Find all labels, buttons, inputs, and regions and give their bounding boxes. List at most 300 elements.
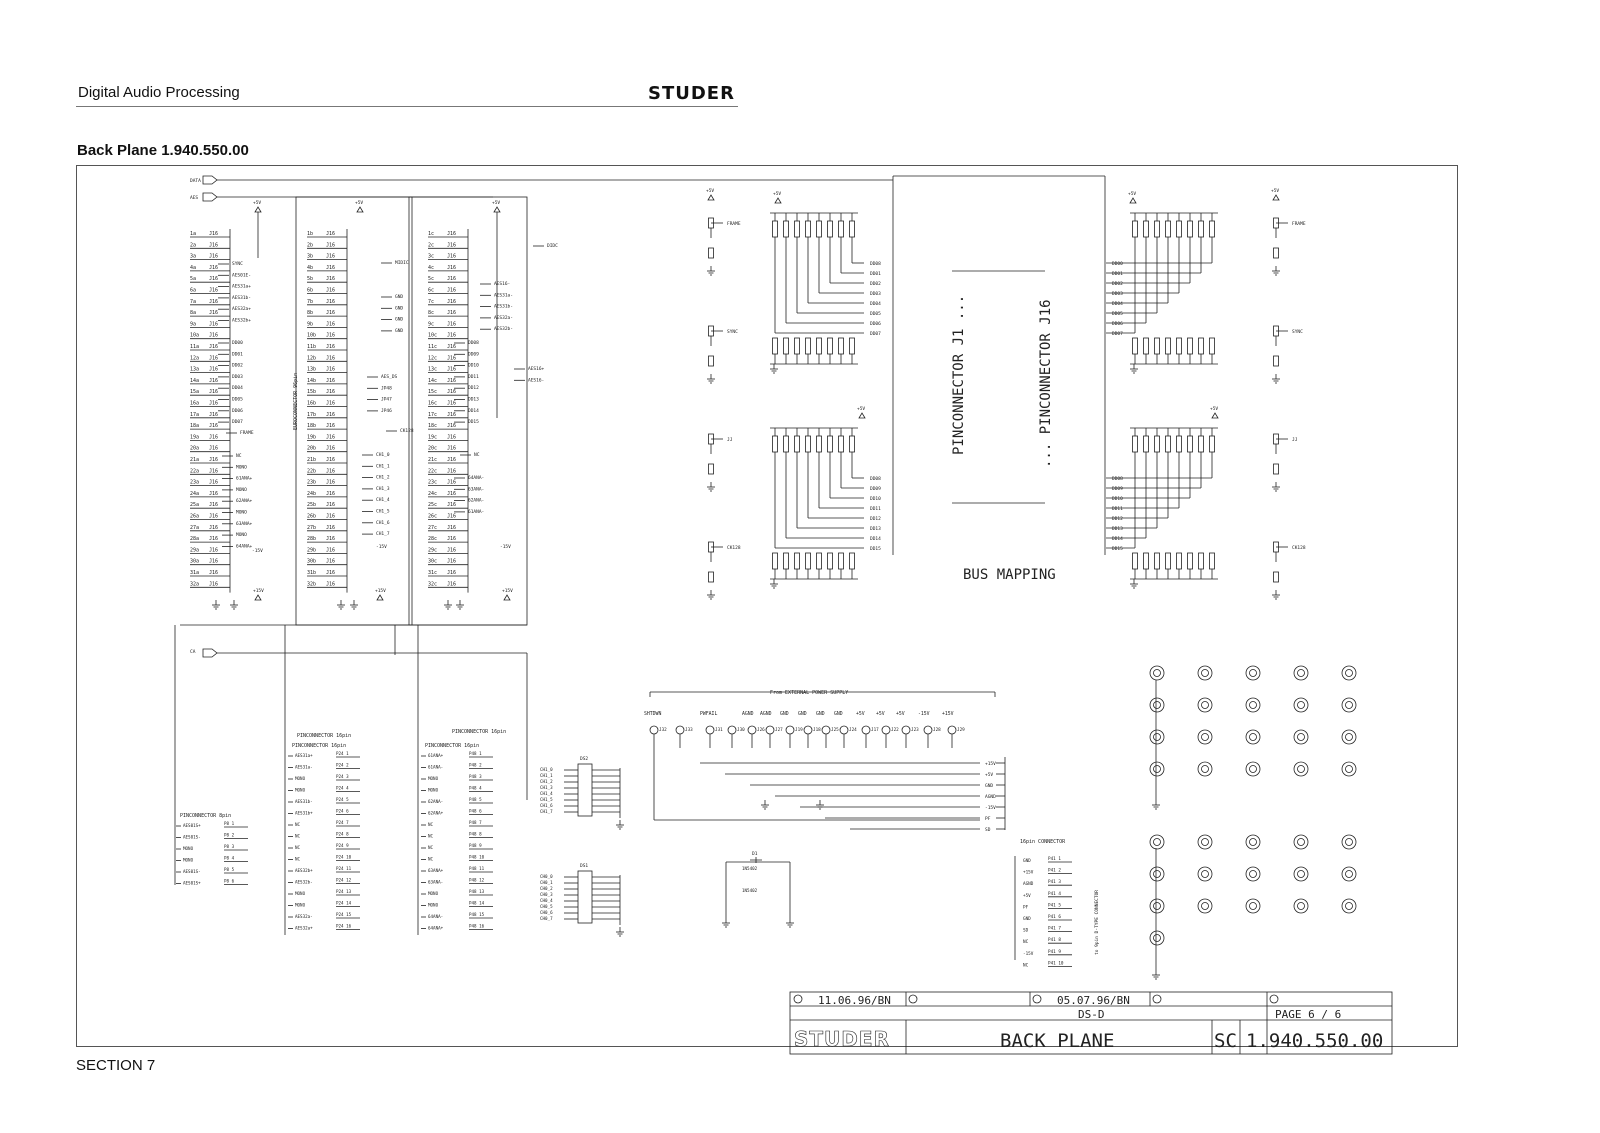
- dip-switch-a-body: [578, 764, 592, 816]
- bus-a-signal: MONO: [236, 510, 247, 516]
- title-block-brand: STUDER: [794, 1027, 890, 1051]
- bus-b-signal: CK128: [400, 429, 414, 434]
- power-terminal-id: J23: [911, 728, 919, 733]
- connector-c-pin: 7c: [428, 298, 435, 305]
- mounting-hole-inner: [1346, 702, 1353, 709]
- resistor-right-signal: SYNC: [1292, 330, 1303, 335]
- pinconnector-16pin-a-signal: AES31a+: [295, 753, 313, 758]
- pinconnector-8pin-signal: MONO: [183, 857, 194, 863]
- network-top-right-signal: DD06: [1112, 322, 1123, 327]
- pinconnector-8pin-title: PINCONNECTOR 8pin: [180, 813, 232, 819]
- network-mid-left-resistor: [828, 436, 833, 452]
- supply-5v: +5V: [1210, 407, 1219, 412]
- connector-b-pin: 31b: [307, 570, 317, 576]
- network-top-left-signal: DD01: [870, 272, 881, 277]
- connector-b-pin: 9b: [307, 321, 314, 328]
- studer-logo: STUDER: [648, 83, 735, 104]
- pinconnector-8pin-pin: P8 6: [224, 878, 235, 884]
- diode-part: 1N5402: [742, 888, 758, 893]
- pinconnector-16pin-b-signal: NC: [428, 822, 434, 827]
- pinconnector-16pin-a-signal: MONO: [295, 902, 306, 908]
- mounting-hole: [1342, 835, 1356, 849]
- pinconnector-right-label: ... PINCONNECTOR J16: [1038, 299, 1054, 468]
- connector-c-pin: 22c: [428, 468, 438, 475]
- connector-b-pin: J16: [326, 411, 336, 418]
- connector-16pin-pin: P41 10: [1048, 961, 1064, 967]
- connector-16pin-pin: P41 2: [1048, 868, 1061, 874]
- pinconnector-16pin-a-signal: AES32b+: [295, 868, 313, 873]
- pinconnector-16pin-b-pin: P48 16: [469, 923, 485, 929]
- network-mid-left-signal: DD11: [870, 507, 881, 512]
- revision-marker: [909, 995, 917, 1003]
- connector-a-pin: 11a: [190, 344, 200, 350]
- revision-1: 05.07.96/BN: [1057, 994, 1130, 1007]
- pinconnector-16pin-a-pin: P24 13: [336, 889, 352, 894]
- network-top-left-signal: DD07: [870, 332, 881, 337]
- connector-a-pin: 22a: [190, 468, 200, 475]
- network-top-left-resistor: [839, 221, 844, 237]
- mounting-hole: [1294, 867, 1308, 881]
- power-terminal: [804, 726, 812, 734]
- connector-b-pin: J16: [326, 558, 336, 565]
- connector-b-pin: 13b: [307, 366, 317, 373]
- connector-a-pin: J16: [209, 264, 219, 271]
- power-terminal: [902, 726, 910, 734]
- sc-label: SC: [1214, 1030, 1237, 1052]
- connector-b-pin: 21b: [307, 457, 317, 463]
- connector-c-pin: J16: [447, 298, 457, 305]
- mounting-hole-inner: [1154, 871, 1161, 878]
- power-terminal-id: J19: [795, 728, 803, 733]
- connector-a-pin: J16: [209, 310, 219, 317]
- network-mid-left-signal: DD08: [870, 477, 881, 482]
- pinconnector-16pin-b-pin: P48 8: [469, 831, 482, 837]
- bus-a-signal: MONO: [236, 533, 247, 539]
- connector-a-pin: 6a: [190, 287, 197, 294]
- mounting-hole: [1294, 730, 1308, 744]
- network-top-left-resistor: [850, 221, 855, 237]
- connector-16pin-signal: GND: [1023, 859, 1031, 864]
- connector-c-pin: J16: [447, 490, 457, 497]
- network-mid-right-resistor: [1166, 436, 1171, 452]
- connector-16pin-signal: GND: [1023, 917, 1031, 922]
- connector-a-pin: 30a: [190, 558, 200, 565]
- network-top-right-resistor: [1177, 221, 1182, 237]
- network-mid-right-resistor: [1199, 553, 1204, 569]
- power-terminal-id: J33: [685, 728, 693, 733]
- connector-16pin-signal: +5V: [1023, 893, 1031, 899]
- mounting-hole: [1342, 899, 1356, 913]
- power-terminal: [748, 726, 756, 734]
- pinconnector-16pin-a-pin: P24 5: [336, 797, 349, 802]
- network-mid-right-resistor: [1210, 553, 1215, 569]
- connector-a-pin: J16: [209, 253, 219, 260]
- mounting-hole-inner: [1298, 734, 1305, 741]
- power-terminal-label: GND: [798, 712, 807, 717]
- dtype-label: to 9pin D-TYPE CONNECTOR: [1095, 889, 1100, 955]
- network-mid-left-resistor: [839, 553, 844, 569]
- connector-b-pin: J16: [326, 524, 336, 531]
- network-top-right-resistor: [1199, 338, 1204, 354]
- connector-a-pin: 17a: [190, 411, 200, 418]
- connector-c-pin: J16: [447, 355, 457, 362]
- euroconnector-label: EUROCONNECTOR 96pin: [293, 372, 299, 430]
- input-port: [203, 649, 217, 657]
- dip-switch-b-signal: CH0_0: [540, 874, 553, 879]
- network-top-left-resistor: [828, 338, 833, 354]
- network-top-left-signal: DD05: [870, 312, 881, 317]
- supply-5v: +5V: [355, 201, 364, 206]
- bus-a-signal: MONO: [236, 487, 247, 493]
- mounting-hole: [1342, 867, 1356, 881]
- revision-marker: [1153, 995, 1161, 1003]
- network-mid-left-signal: DD15: [870, 547, 881, 552]
- connector-c-pin: J16: [447, 547, 457, 554]
- connector-16pin-pin: P41 3: [1048, 880, 1061, 886]
- dip-switch-a-signal: CH1_5: [540, 797, 553, 802]
- connector-a-pin: 8a: [190, 310, 197, 317]
- network-top-right-resistor: [1199, 221, 1204, 237]
- connector-a-pin: J16: [209, 502, 219, 509]
- bus-c-signal: 64ANA-: [468, 476, 485, 481]
- dip-switch-b-body: [578, 871, 592, 923]
- connector-b-pin: 27b: [307, 524, 317, 531]
- connector-a-pin: 5a: [190, 276, 197, 283]
- dip-switch-a-signal: CH1_2: [540, 779, 553, 784]
- supply-5v: [1273, 195, 1279, 200]
- supply-5v: +5V: [253, 201, 262, 206]
- bus-c-signal: AES16-: [494, 282, 511, 287]
- connector-a-pin: J16: [209, 445, 219, 452]
- connector-b-pin: 2b: [307, 242, 314, 249]
- connector-a-pin: 31a: [190, 570, 200, 576]
- bus-b-signal: JP48: [381, 386, 392, 392]
- connector-c-pin: 30c: [428, 558, 438, 565]
- pinconnector-16pin-b-signal: 63ANA+: [428, 868, 444, 873]
- pinconnector-16pin-b-signal: 64ANA-: [428, 914, 444, 919]
- bus-a-signal: 64ANA+: [236, 544, 253, 550]
- network-top-left-resistor: [828, 221, 833, 237]
- power-terminal: [766, 726, 774, 734]
- bus-c-signal: DIDC: [547, 244, 558, 249]
- connector-c-pin: 25c: [428, 502, 438, 509]
- power-terminal-label: +5V: [896, 712, 905, 717]
- connector-c-pin: J16: [447, 377, 457, 384]
- mounting-hole-inner: [1250, 734, 1257, 741]
- mounting-hole-inner: [1154, 903, 1161, 910]
- connector-a-pin: J16: [209, 479, 219, 486]
- pinconnector-8pin-pin: P8 2: [224, 832, 235, 838]
- pinconnector-16pin-a-pin: P24 9: [336, 843, 349, 848]
- power-rail-label: -15V: [985, 806, 996, 811]
- connector-a-pin: 15a: [190, 389, 200, 396]
- mounting-hole: [1294, 835, 1308, 849]
- connector-b-pin: J16: [326, 253, 336, 260]
- connector-c-pin: 9c: [428, 321, 435, 328]
- dip-switch-a-name: DS2: [580, 757, 589, 762]
- power-terminal-id: J17: [871, 728, 879, 733]
- network-mid-right-resistor: [1144, 436, 1149, 452]
- connector-b-pin: J16: [326, 366, 336, 373]
- connector-c-pin: 24c: [428, 490, 438, 497]
- pinconnector-16pin-a-pin: P24 14: [336, 900, 352, 906]
- connector-b-pin: J16: [326, 513, 336, 520]
- network-top-left-resistor: [795, 221, 800, 237]
- connector-a-pin: J16: [209, 423, 219, 430]
- power-terminal-id: J25: [831, 728, 839, 733]
- power-terminal-label: +15V: [942, 712, 954, 717]
- connector-b-pin: J16: [326, 321, 336, 328]
- drawing-title: BACK PLANE: [1000, 1030, 1115, 1052]
- supply-15v: +15V: [502, 589, 513, 594]
- pinconnector-16pin-a-pin: P24 8: [336, 831, 349, 837]
- connector-b-pin: 32b: [307, 581, 317, 588]
- network-top-right-resistor: [1210, 221, 1215, 237]
- mounting-hole-inner: [1346, 871, 1353, 878]
- resistor-right-resistor: [1274, 464, 1279, 474]
- pinconnector-16pin-b-title: PINCONNECTOR 16pin: [425, 743, 480, 749]
- supply-15v: [504, 595, 510, 600]
- dip-switch-b-signal: CH0_1: [540, 880, 553, 885]
- resistor-left-resistor: [709, 248, 714, 258]
- network-top-left-signal: DD04: [870, 302, 881, 307]
- pinconnector-16pin-b-pin: P48 7: [469, 820, 482, 825]
- network-mid-right-resistor: [1210, 436, 1215, 452]
- network-mid-left-resistor: [828, 553, 833, 569]
- bus-c-signal: 61ANA-: [468, 509, 485, 515]
- network-top-right-resistor: [1144, 338, 1149, 354]
- connector-a-pin: J16: [209, 298, 219, 305]
- connector-a-pin: 21a: [190, 457, 200, 463]
- supply-5v: [255, 207, 261, 212]
- bus-b-signal: GND: [395, 306, 404, 312]
- connector-a-pin: J16: [209, 570, 219, 576]
- power-terminal-label: GND: [816, 712, 825, 717]
- pinconnector-16pin-b-pin: P48 12: [469, 877, 485, 883]
- power-terminal: [676, 726, 684, 734]
- supply-5v: +5V: [773, 192, 782, 197]
- bus-a-signal: AES31a+: [232, 284, 251, 290]
- connector-a-pin: 28a: [190, 536, 200, 543]
- mounting-hole-inner: [1250, 702, 1257, 709]
- diode-label: D1: [752, 852, 758, 857]
- supply-5v: [357, 207, 363, 212]
- pinconnector-16pin-a-title: PINCONNECTOR 16pin: [297, 733, 352, 739]
- dip-switch-b-name: DS1: [580, 864, 589, 869]
- dip-switch-a-signal: CH1_6: [540, 803, 553, 808]
- mounting-hole: [1246, 762, 1260, 776]
- mounting-hole: [1294, 762, 1308, 776]
- network-top-left-resistor: [806, 221, 811, 237]
- power-terminal: [924, 726, 932, 734]
- network-top-right-signal: DD01: [1112, 272, 1123, 277]
- network-top-right-signal: DD04: [1112, 302, 1123, 307]
- mounting-hole-inner: [1346, 734, 1353, 741]
- pinconnector-16pin-a-signal: AES31b+: [295, 810, 313, 816]
- connector-16pin-signal: AGND: [1023, 882, 1034, 888]
- supply-5v: +5V: [1128, 192, 1137, 197]
- connector-c-pin: J16: [447, 513, 457, 520]
- mounting-hole: [1246, 899, 1260, 913]
- connector-c-pin: J16: [447, 264, 457, 271]
- connector-b-pin: J16: [326, 468, 336, 475]
- network-top-left-resistor: [806, 338, 811, 354]
- connector-16pin-signal: SD: [1023, 928, 1029, 934]
- network-top-left-resistor: [773, 338, 778, 354]
- mounting-hole-inner: [1250, 766, 1257, 773]
- connector-b-pin: 29b: [307, 547, 317, 554]
- bus-c-signal: DD08: [468, 341, 479, 346]
- network-top-right-signal: DD05: [1112, 312, 1123, 317]
- dip-switch-b-signal: CH0_4: [540, 898, 553, 903]
- network-top-left-resistor: [795, 338, 800, 354]
- connector-b-pin: 4b: [307, 264, 314, 271]
- connector-a-pin: J16: [209, 434, 219, 441]
- connector-b-pin: 19b: [307, 434, 317, 441]
- connector-c-pin: J16: [447, 445, 457, 452]
- connector-a-pin: 23a: [190, 479, 200, 486]
- footer-section: SECTION 7: [76, 1057, 156, 1074]
- connector-a-pin: 20a: [190, 445, 200, 452]
- bus-c-signal: AES16+: [528, 367, 545, 372]
- bus-c-signal: AES31a-: [494, 293, 513, 299]
- power-rail-label: +5V: [985, 773, 994, 778]
- power-terminal-label: -15V: [918, 712, 930, 717]
- network-top-right-signal: DD00: [1112, 262, 1123, 267]
- network-mid-left-resistor: [817, 553, 822, 569]
- connector-b-pin: J16: [326, 287, 336, 294]
- network-top-right-signal: DD07: [1112, 332, 1123, 337]
- power-terminal: [822, 726, 830, 734]
- connector-16pin-pin: P41 7: [1048, 926, 1061, 932]
- resistor-right-resistor: [1274, 356, 1279, 366]
- bus-a-signal: AES01E-: [232, 273, 251, 279]
- network-top-right-resistor: [1177, 338, 1182, 354]
- bus-c-signal: 63ANA-: [468, 487, 485, 493]
- mounting-hole: [1198, 698, 1212, 712]
- network-mid-right-resistor: [1144, 553, 1149, 569]
- pinconnector-8pin-pin: P8 5: [224, 867, 235, 872]
- network-top-right-resistor: [1155, 338, 1160, 354]
- pinconnector-16pin-a-pin: P24 2: [336, 762, 349, 768]
- dip-switch-b-signal: CH0_6: [540, 910, 553, 915]
- mounting-hole-inner: [1154, 670, 1161, 677]
- resistor-right-signal: JJ: [1292, 438, 1298, 443]
- pinconnector-16pin-b-signal: 62ANA+: [428, 810, 444, 816]
- connector-16pin-pin: P41 4: [1048, 891, 1061, 897]
- connector-b-pin: J16: [326, 445, 336, 452]
- power-terminal: [948, 726, 956, 734]
- network-mid-right-signal: DD08: [1112, 477, 1123, 482]
- network-top-left-resistor: [817, 338, 822, 354]
- network-top-right-resistor: [1144, 221, 1149, 237]
- connector-a-pin: J16: [209, 536, 219, 543]
- pinconnector-16pin-a-signal: NC: [295, 845, 301, 850]
- dip-switch-a-signal: CH1_3: [540, 785, 553, 790]
- mounting-hole: [1342, 698, 1356, 712]
- supply-5v: +5V: [706, 189, 715, 194]
- connector-a-pin: J16: [209, 366, 219, 373]
- mounting-hole-inner: [1154, 935, 1161, 942]
- power-terminal: [650, 726, 658, 734]
- connector-c-pin: J16: [447, 287, 457, 294]
- bus-c-signal: DD15: [468, 420, 479, 426]
- diode-part: 1N5402: [742, 866, 758, 871]
- power-rail-label: SD: [985, 828, 991, 833]
- connector-b-pin: J16: [326, 434, 336, 441]
- connector-c-pin: J16: [447, 253, 457, 260]
- resistor-left-signal: SYNC: [727, 330, 738, 335]
- network-top-left-signal: DD08: [870, 262, 881, 267]
- connector-a-pin: J16: [209, 400, 219, 407]
- connector-c-pin: J16: [447, 400, 457, 407]
- pinconnector-16pin-b-signal: NC: [428, 833, 434, 839]
- revision-0: 11.06.96/BN: [818, 994, 891, 1007]
- connector-a-pin: 26a: [190, 513, 200, 520]
- connector-a-pin: J16: [209, 355, 219, 362]
- pinconnector-8pin-signal: AES01S+: [183, 880, 201, 886]
- pinconnector-16pin-a-signal: AES31b-: [295, 799, 313, 804]
- mounting-hole: [1294, 698, 1308, 712]
- connector-16pin-pin: P41 8: [1048, 938, 1061, 944]
- resistor-left-signal: FRAME: [727, 222, 741, 227]
- mounting-hole-inner: [1154, 734, 1161, 741]
- drawn-by: DS-D: [1078, 1008, 1105, 1021]
- connector-16pin-pin: P41 5: [1048, 903, 1061, 909]
- connector-b-pin: 6b: [307, 287, 314, 294]
- mounting-hole: [1198, 899, 1212, 913]
- supply-5v: +5V: [857, 407, 866, 412]
- revision-marker: [1033, 995, 1041, 1003]
- resistor-right-resistor: [1274, 572, 1279, 582]
- connector-a-pin: J16: [209, 490, 219, 497]
- dip-switch-a-signal: CH1_7: [540, 809, 553, 814]
- pinconnector-16pin-a-signal: NC: [295, 856, 301, 862]
- power-terminal-label: AGND: [742, 712, 754, 717]
- connector-c-pin: 5c: [428, 276, 435, 283]
- network-mid-left-resistor: [784, 553, 789, 569]
- supply-15v: [255, 595, 261, 600]
- supply-5v: [1212, 413, 1218, 418]
- dip-switch-b-signal: CH0_5: [540, 904, 553, 909]
- power-terminal-label: +5V: [856, 712, 865, 717]
- mounting-hole: [1150, 931, 1164, 945]
- network-mid-right-resistor: [1188, 553, 1193, 569]
- pinconnector-16pin-a-signal: AES31a-: [295, 764, 313, 770]
- supply-5v: +5V: [492, 201, 501, 206]
- mounting-hole: [1198, 835, 1212, 849]
- bus-c-signal: DD11: [468, 374, 479, 380]
- bus-b-signal: JP46: [381, 408, 392, 414]
- bus-a-signal: DD07: [232, 420, 243, 426]
- connector-b-pin: 30b: [307, 558, 317, 565]
- network-mid-right-resistor: [1155, 436, 1160, 452]
- connector-a-pin: J16: [209, 332, 219, 339]
- connector-b-pin: J16: [326, 423, 336, 430]
- supply-15v: +15V: [253, 589, 264, 594]
- connector-a-pin: 32a: [190, 581, 200, 588]
- connector-c-pin: J16: [447, 411, 457, 418]
- mounting-hole: [1294, 899, 1308, 913]
- network-mid-right-resistor: [1177, 436, 1182, 452]
- mounting-hole-inner: [1250, 903, 1257, 910]
- mounting-hole: [1150, 698, 1164, 712]
- connector-b-pin: 5b: [307, 276, 314, 283]
- supply-15v: [377, 595, 383, 600]
- connector-c-pin: 19c: [428, 434, 438, 441]
- resistor-left-resistor: [709, 572, 714, 582]
- connector-c-pin: 4c: [428, 264, 435, 271]
